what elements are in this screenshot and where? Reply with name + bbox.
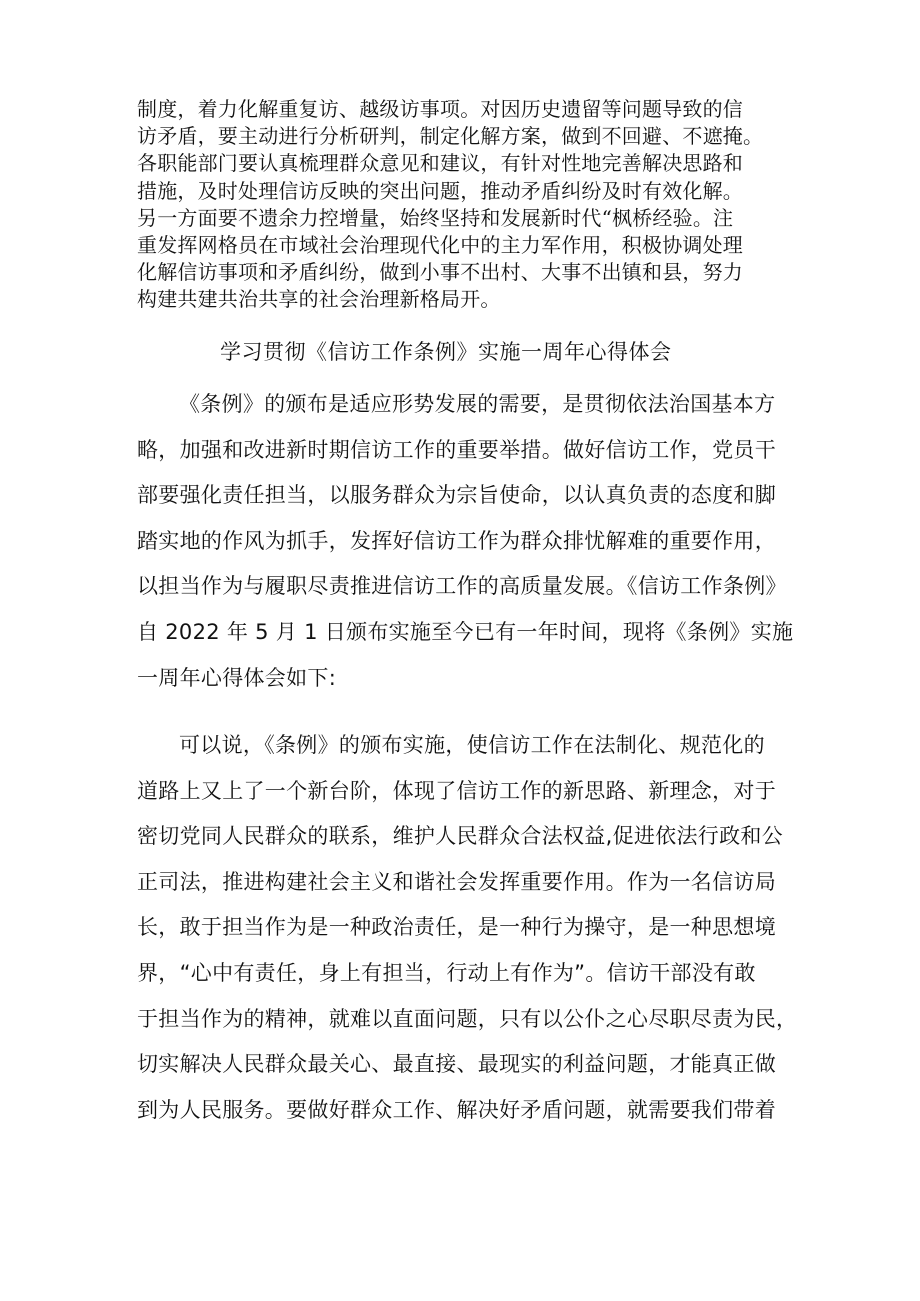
text-line: 重发挥网格员在市域社会治理现代化中的主力军作用，积极协调处理 <box>137 233 743 258</box>
text-line: 切实解决人民群众最关心、最直接、最现实的利益问题，才能真正做 <box>137 1052 776 1077</box>
text-line: 于担当作为的精神，就难以直面问题，只有以公仆之心尽职尽责为民， <box>137 1006 798 1031</box>
text-line: 《条例》的颁布是适应形势发展的需要，是贯彻依法治国基本方 <box>179 392 776 416</box>
continuation-paragraph <box>137 96 817 314</box>
text-line: 正司法，推进构建社会主义和谐社会发挥重要作用。作为一名信访局 <box>137 869 776 894</box>
text-line: 部要强化责任担当，以服务群众为宗旨使命，以认真负责的态度和脚 <box>137 483 776 508</box>
text-line: 化解信访事项和矛盾纠纷，做到小事不出村、大事不出镇和县，努力 <box>137 260 743 285</box>
text-line: 访矛盾，要主动进行分析研判，制定化解方案，做到不回避、不遮掩。 <box>137 124 764 149</box>
text-line: 道路上又上了一个新台阶，体现了信访工作的新思路、新理念，对于 <box>137 778 776 803</box>
article-paragraph-2 <box>137 723 827 1133</box>
text-line: 略，加强和改进新时期信访工作的重要举措。做好信访工作，党员干 <box>137 437 776 462</box>
text-line: 密切党同人民群众的联系，维护人民群众合法权益,促进依法行政和公 <box>137 824 783 849</box>
text-line: 踏实地的作风为抓手，发挥好信访工作为群众排忧解难的重要作用， <box>137 528 776 553</box>
text-line: 界，“心中有责任，身上有担当，行动上有作为”。信访干部没有敢 <box>137 960 756 985</box>
text-line: 可以说，《条例》的颁布实施，使信访工作在法制化、规范化的 <box>179 733 765 757</box>
text-line: 另一方面要不遗余力控增量，始终坚持和发展新时代“枫桥经验。注 <box>137 205 734 230</box>
text-line: 长，敢于担当作为是一种政治责任，是一种行为操守，是一种思想境 <box>137 915 776 940</box>
article-title: 学习贯彻《信访工作条例》实施一周年心得体会 <box>220 340 672 364</box>
article-paragraph-1 <box>137 382 827 701</box>
text-line: 以担当作为与履职尽责推进信访工作的高质量发展。《信访工作条例》 <box>137 574 787 599</box>
text-line: 到为人民服务。要做好群众工作、解决好矛盾问题，就需要我们带着 <box>137 1097 776 1122</box>
text-line: 制度，着力化解重复访、越级访事项。对因历史遗留等问题导致的信 <box>137 97 743 121</box>
text-line: 各职能部门要认真梳理群众意见和建议，有针对性地完善解决思路和 <box>137 151 743 176</box>
text-line: 措施，及时处理信访反映的突出问题，推动矛盾纠纷及时有效化解。 <box>137 178 743 203</box>
text-line: 构建共建共治共享的社会治理新格局开。 <box>137 287 501 312</box>
text-line: 自 2022 年 5 月 1 日颁布实施至今已有一年时间，现将《条例》实施 <box>137 619 794 644</box>
text-line: 一周年心得体会如下: <box>137 665 337 690</box>
